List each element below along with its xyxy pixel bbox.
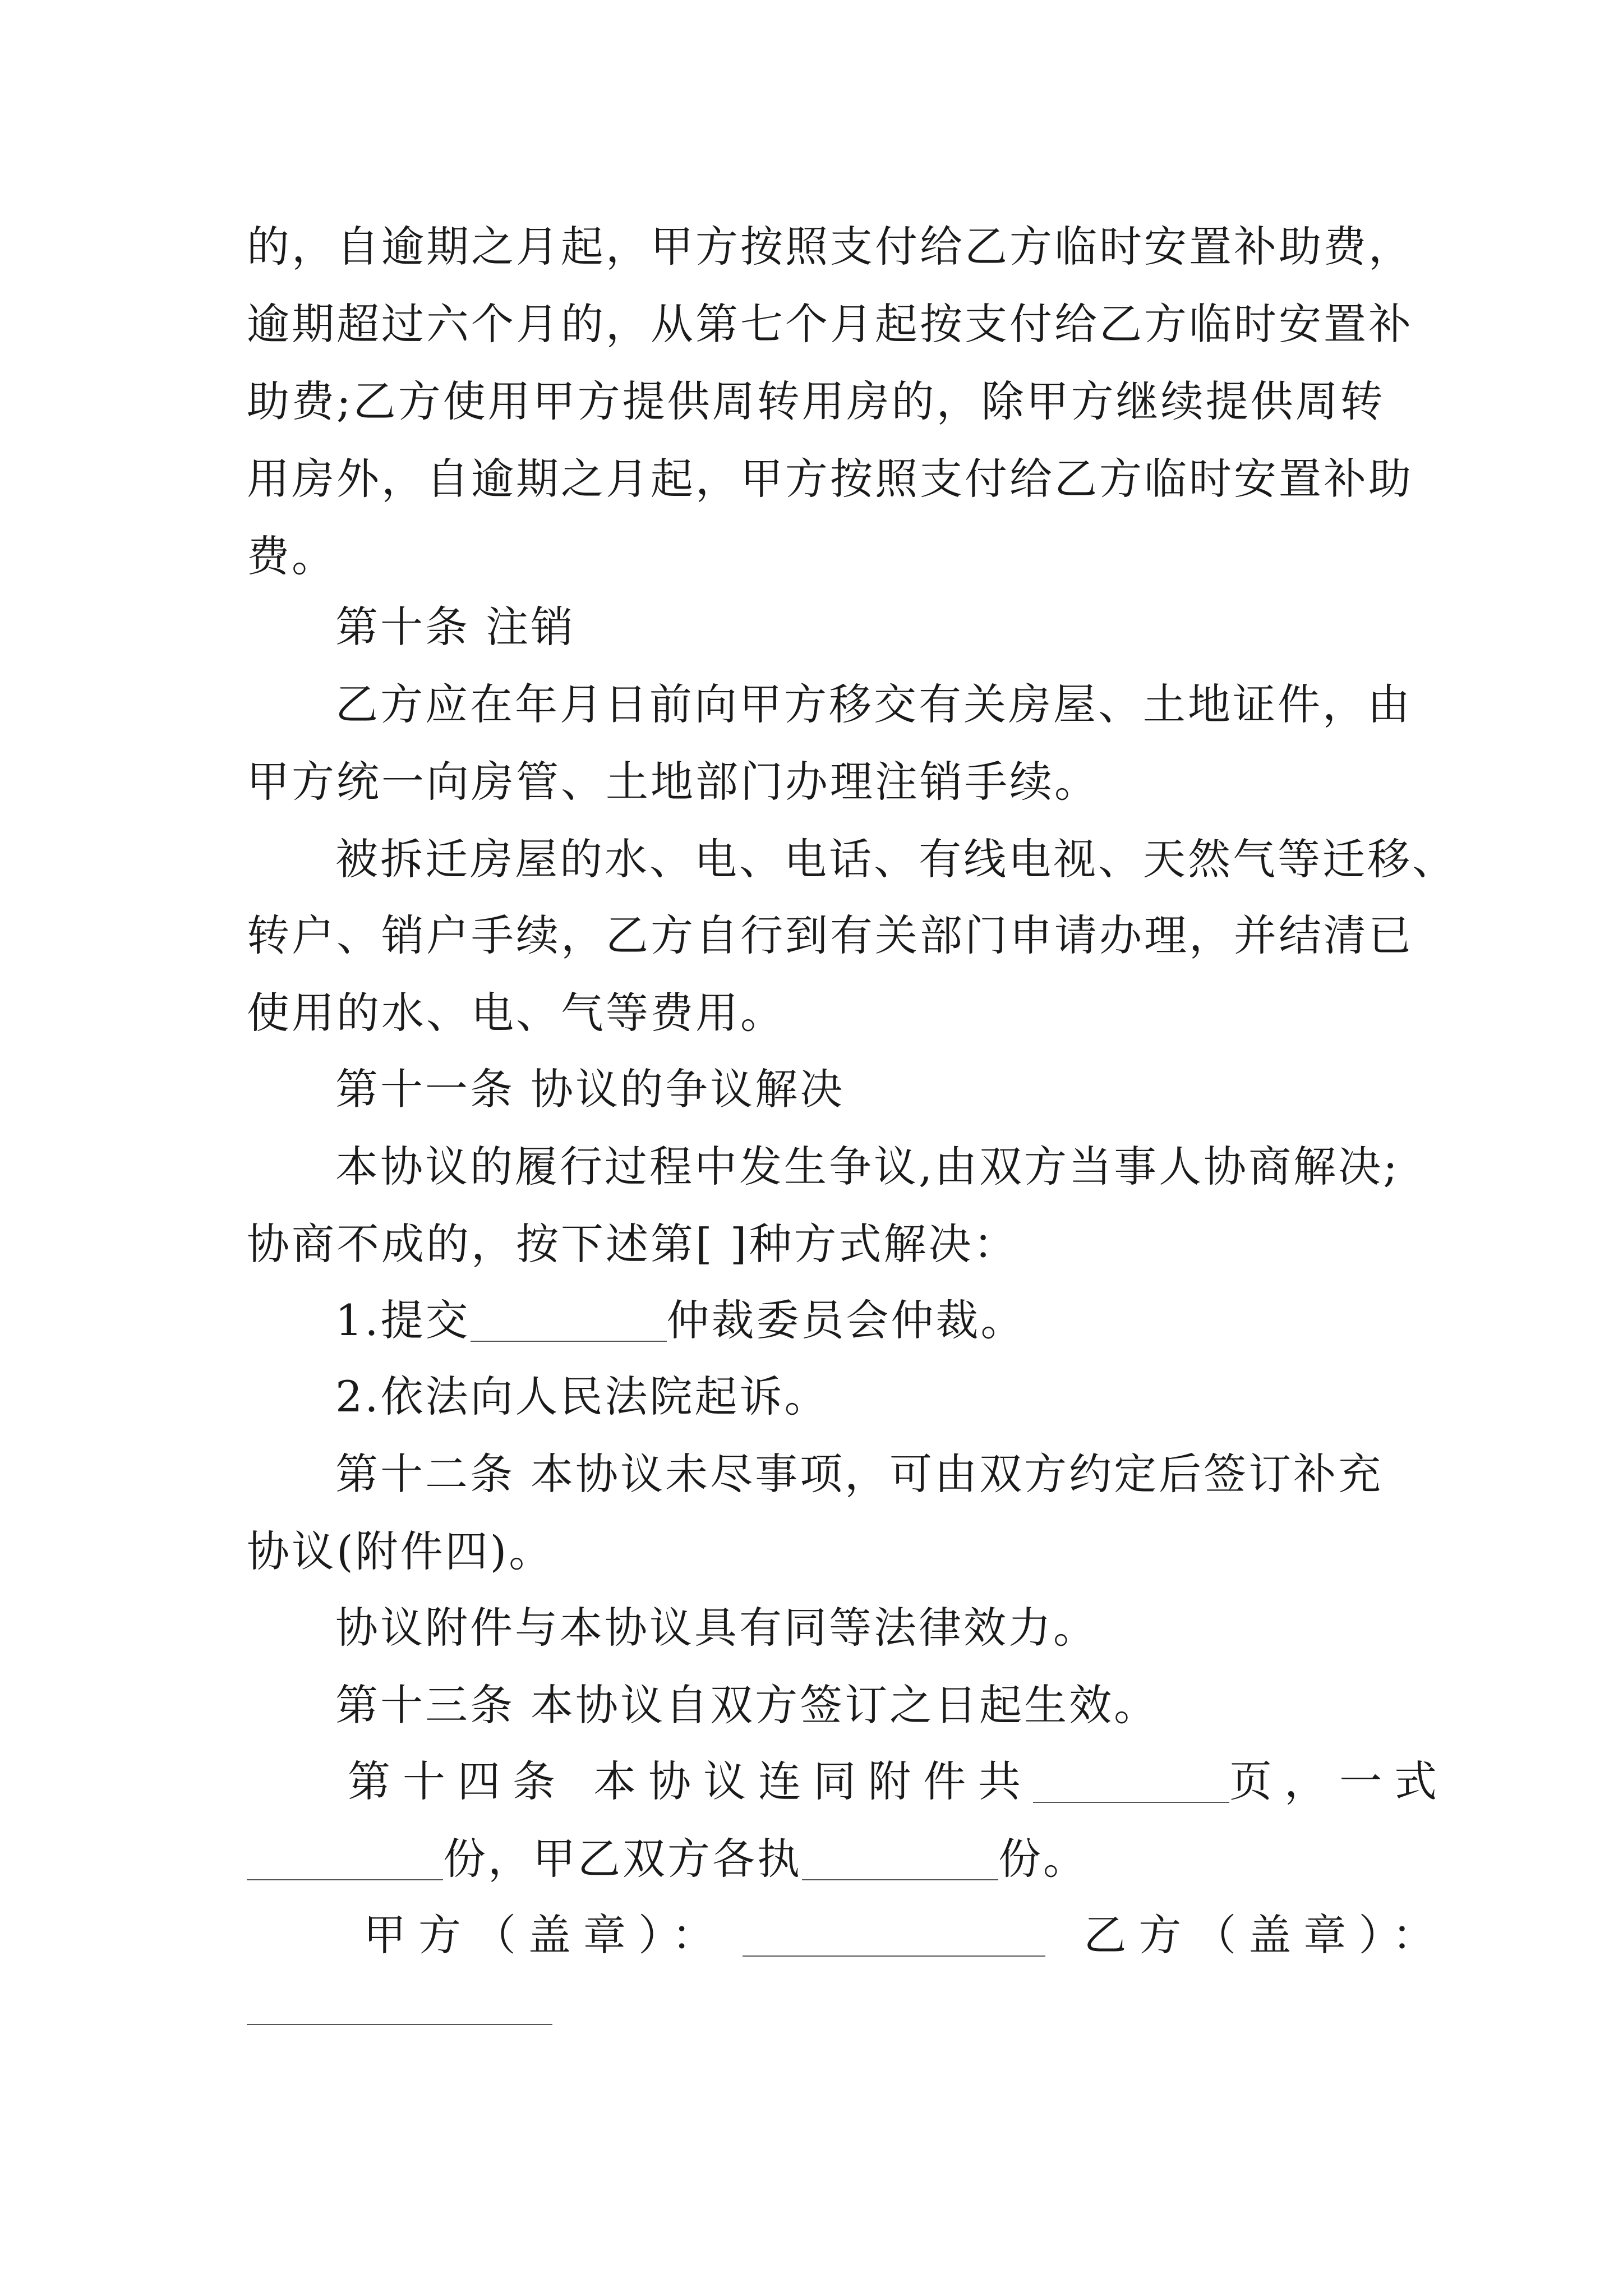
copies-text: 份。 (998, 1834, 1088, 1884)
paragraph-line: 费。 (247, 531, 336, 581)
option-line-court: 2.依法向人民法院起诉。 (335, 1372, 829, 1421)
section-heading-article-11: 第十一条 协议的争议解决 (335, 1064, 845, 1114)
blank-underline (247, 1840, 443, 1880)
section-heading-article-12: 第十二条 本协议未尽事项，可由双方约定后签订补充 (335, 1449, 1384, 1499)
option-text: 1.提交 (335, 1295, 471, 1345)
option-text: 仲裁委员会仲裁。 (666, 1295, 1026, 1345)
paragraph-line: 的，自逾期之月起，甲方按照支付给乙方临时安置补助费， (247, 222, 1413, 272)
paragraph-line: 助费;乙方使用甲方提供周转用房的，除甲方继续提供周转 (247, 376, 1385, 426)
party-b-seal-blank (247, 2024, 552, 2025)
party-b-seal-label: 乙方（盖章）： (1083, 1910, 1447, 1960)
blank-underline (743, 1916, 1045, 1957)
paragraph-line: 甲方统一向房管、土地部门办理注销手续。 (247, 757, 1099, 807)
section-heading-article-10: 第十条 注销 (335, 602, 576, 652)
paragraph-line: 转户、销户手续，乙方自行到有关部门申请办理，并结清已 (247, 910, 1413, 960)
paragraph-line: 协商不成的，按下述第[ ]种方式解决： (247, 1219, 1018, 1269)
blank-underline (471, 1301, 667, 1342)
copies-line (247, 1834, 1391, 1892)
article-text: 页，一式 (1229, 1756, 1450, 1806)
blank-underline (802, 1840, 998, 1880)
article-text: 第十四条 本协议连同附件共 (348, 1756, 1034, 1806)
section-heading-article-13: 第十三条 本协议自双方签订之日起生效。 (335, 1680, 1159, 1730)
party-a-seal-label: 甲方（盖章）： (363, 1910, 727, 1960)
paragraph-line: 协议附件与本协议具有同等法律效力。 (335, 1603, 1098, 1653)
signature-line (363, 1910, 1447, 1968)
paragraph-line: 逾期超过六个月的，从第七个月起按支付给乙方临时安置补 (247, 299, 1413, 349)
paragraph-line: 本协议的履行过程中发生争议,由双方当事人协商解决; (335, 1142, 1400, 1191)
blank-underline (1033, 1763, 1229, 1803)
paragraph-line: 被拆迁房屋的水、电、电话、有线电视、天然气等迁移、 (335, 834, 1457, 884)
copies-text: 份，甲乙双方各执 (443, 1834, 802, 1884)
section-heading-article-14 (348, 1756, 1450, 1814)
option-line-arbitration (335, 1295, 1391, 1353)
paragraph-line: 乙方应在年月日前向甲方移交有关房屋、土地证件，由 (335, 679, 1412, 729)
paragraph-line: 协议(附件四)。 (247, 1526, 554, 1576)
paragraph-line: 用房外，自逾期之月起，甲方按照支付给乙方临时安置补助 (247, 454, 1413, 504)
paragraph-line: 使用的水、电、气等费用。 (247, 988, 785, 1038)
